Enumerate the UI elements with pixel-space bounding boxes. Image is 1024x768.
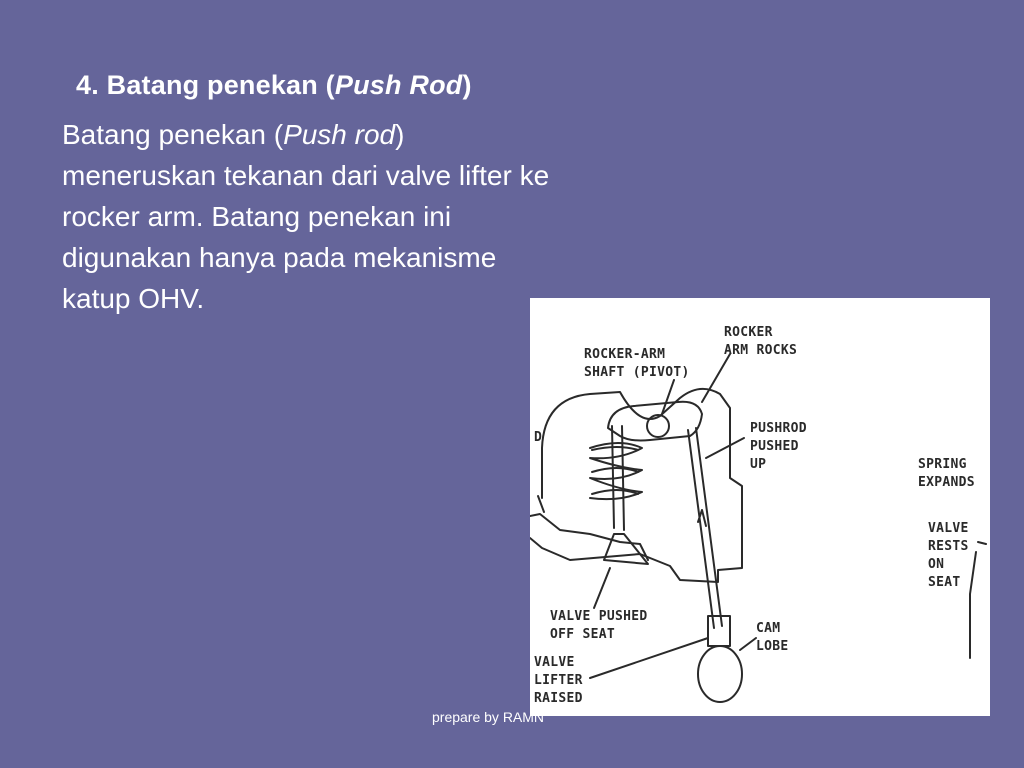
pushrod-diagram bbox=[530, 298, 990, 716]
cylinder-head-outline bbox=[530, 389, 742, 582]
label-pushrod-3: UP bbox=[750, 457, 767, 472]
title-italic: Push Rod bbox=[334, 70, 463, 100]
left-side-arrow bbox=[538, 496, 544, 512]
label-spring-2: EXPANDS bbox=[918, 475, 975, 490]
valve-lifter bbox=[708, 616, 730, 646]
leader-rocks bbox=[702, 354, 730, 402]
label-lifter-3: RAISED bbox=[534, 691, 583, 706]
body-italic: Push rod bbox=[283, 119, 396, 150]
label-valve-pushed-1: VALVE PUSHED bbox=[550, 609, 648, 624]
label-cam-2: LOBE bbox=[756, 639, 789, 654]
label-edge-d: D bbox=[534, 430, 543, 445]
port-outline bbox=[530, 514, 648, 560]
label-pushrod-1: PUSHROD bbox=[750, 421, 807, 436]
label-rests-4: SEAT bbox=[928, 575, 961, 590]
slide-body bbox=[62, 114, 562, 319]
footer-credit: prepare by RAMN bbox=[432, 709, 545, 725]
label-rocker-rocks-1: ROCKER bbox=[724, 325, 773, 340]
label-valve-pushed-2: OFF SEAT bbox=[550, 627, 616, 642]
diagram-drawing bbox=[530, 298, 990, 716]
label-rests-1: VALVE bbox=[928, 521, 969, 536]
body-intro: Batang penekan ( bbox=[62, 119, 284, 150]
leader-cam bbox=[740, 638, 756, 650]
label-rocker-rocks-2: ARM ROCKS bbox=[724, 343, 798, 358]
label-lifter-2: LIFTER bbox=[534, 673, 583, 688]
label-spring-1: SPRING bbox=[918, 457, 967, 472]
title-number: 4. Batang penekan ( bbox=[76, 70, 335, 100]
rocker-shaft bbox=[647, 415, 669, 437]
body-rest: ) meneruskan tekanan dari valve lifter ke rocker arm. Batang penekan ini digunakan hanya pada mekanisme katup OHV. bbox=[62, 119, 550, 314]
label-shaft-1: ROCKER-ARM bbox=[584, 347, 666, 362]
label-pushrod-2: PUSHED bbox=[750, 439, 799, 454]
right-side-fragment bbox=[970, 542, 986, 658]
label-shaft-2: SHAFT (PIVOT) bbox=[584, 365, 690, 380]
label-rests-3: ON bbox=[928, 557, 945, 572]
label-lifter-1: VALVE bbox=[534, 655, 575, 670]
cam-lobe bbox=[698, 646, 742, 702]
leader-lifter bbox=[590, 638, 708, 678]
leader-valve-pushed bbox=[594, 568, 610, 608]
slide-title bbox=[76, 70, 472, 101]
leader-pushrod bbox=[706, 438, 744, 458]
label-cam-1: CAM bbox=[756, 621, 781, 636]
title-close: ) bbox=[462, 70, 472, 100]
label-rests-2: RESTS bbox=[928, 539, 969, 554]
